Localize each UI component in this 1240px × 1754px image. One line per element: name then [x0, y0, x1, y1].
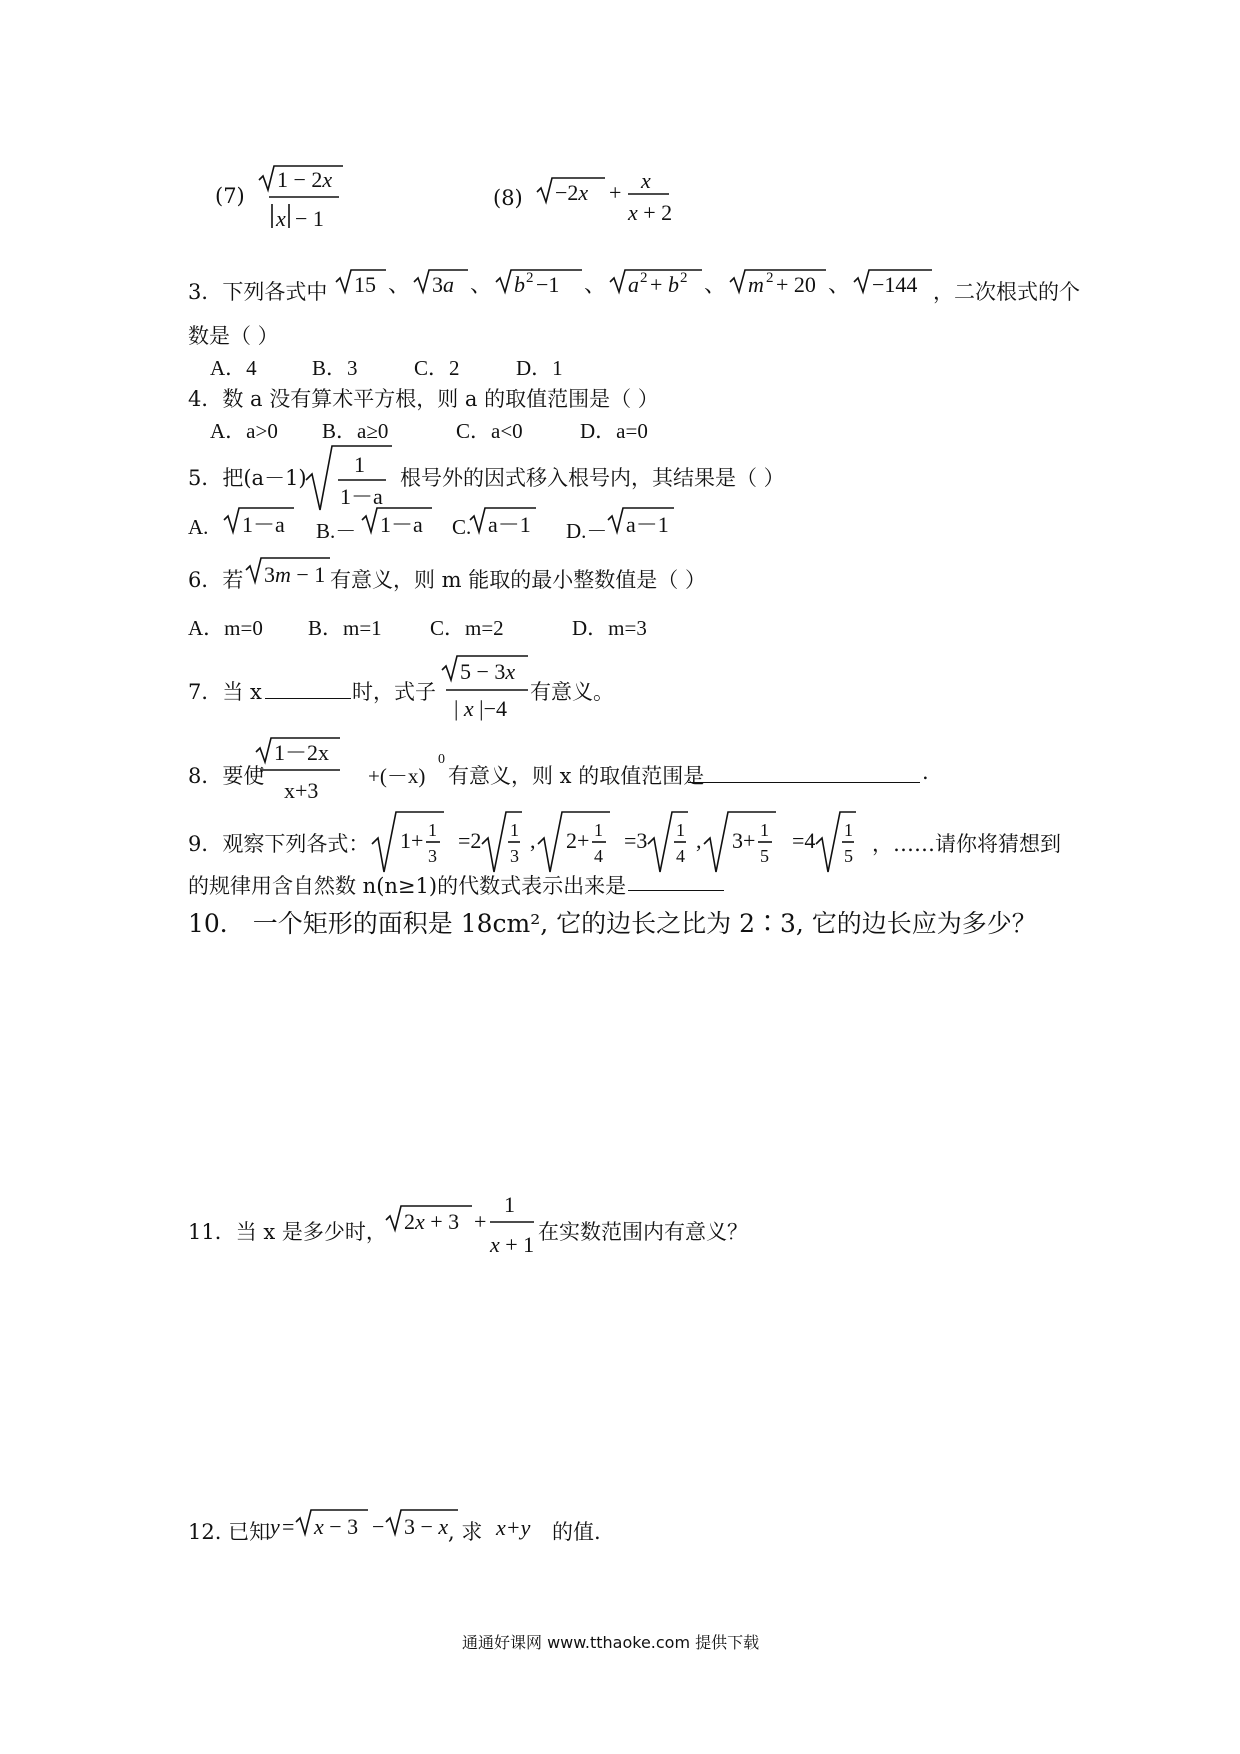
- svg-text:+: +: [474, 1209, 487, 1234]
- q5-option-d-radical: [606, 506, 686, 540]
- svg-text:=3: =3: [624, 828, 648, 853]
- svg-text:a－1: a－1: [488, 512, 531, 537]
- svg-text:−2x: −2x: [555, 180, 589, 205]
- svg-text:、: 、: [470, 272, 493, 297]
- q8-prefix: 8．要使: [188, 764, 265, 788]
- svg-text:3+: 3+: [732, 828, 756, 853]
- q8-exponent: 0: [438, 752, 445, 767]
- svg-text:=: =: [282, 1514, 295, 1539]
- q6-suffix: 有意义，则 m 能取的最小整数值是（ ）: [330, 568, 706, 592]
- svg-text:y: y: [270, 1514, 280, 1539]
- q3-line2: 数是（ ）: [188, 324, 279, 348]
- svg-text:+ 20: + 20: [776, 272, 816, 297]
- svg-text:a－1: a－1: [626, 512, 669, 537]
- svg-text:3m − 1: 3m − 1: [264, 562, 326, 587]
- svg-text:x − 3: x − 3: [314, 1514, 359, 1539]
- svg-text:x + 2: x + 2: [628, 200, 673, 225]
- footer-text: 通通好课网 www.tthaoke.com 提供下载: [462, 1633, 760, 1652]
- svg-text:1－a: 1－a: [380, 512, 423, 537]
- q6-option-a: A．m=0: [188, 616, 263, 640]
- q4-option-d: D．a=0: [580, 419, 648, 443]
- svg-text:+: +: [650, 272, 663, 297]
- svg-text:=2: =2: [458, 828, 482, 853]
- svg-text:2: 2: [680, 270, 688, 286]
- q5-option-c: C.: [452, 515, 472, 539]
- svg-text:1－a: 1－a: [242, 512, 285, 537]
- q12-end: 的值.: [552, 1520, 601, 1544]
- q9-suffix: ，……请你将猜想到: [872, 832, 1061, 856]
- svg-text:1－2x: 1－2x: [274, 740, 330, 765]
- q7-formula: [440, 652, 540, 724]
- q3-suffix: ，二次根式的个: [933, 280, 1080, 304]
- q7-prefix: 7．当 x: [188, 680, 262, 704]
- q7-suffix: 有意义。: [530, 680, 614, 704]
- svg-text:5: 5: [760, 846, 769, 866]
- svg-text:1: 1: [676, 820, 685, 840]
- svg-text:−144: −144: [872, 272, 918, 297]
- q3-prefix: 3．下列各式中: [188, 280, 328, 304]
- q5-option-a: A.: [188, 515, 209, 539]
- svg-text:x+3: x+3: [284, 778, 319, 803]
- svg-text:1: 1: [760, 820, 769, 840]
- q4-option-a: A．a>0: [210, 419, 278, 443]
- svg-text:、: 、: [388, 272, 411, 297]
- q10-text: 10． 一个矩形的面积是 18cm², 它的边长之比为 2∶3, 它的边长应为多少？: [188, 909, 1037, 938]
- svg-text:、: 、: [584, 272, 607, 297]
- q6-option-c: C．m=2: [430, 616, 504, 640]
- q5-option-d: D.－: [566, 519, 608, 543]
- svg-text:,: ,: [530, 828, 536, 853]
- q4-option-b: B．a≥0: [322, 419, 389, 443]
- svg-text:、: 、: [828, 272, 851, 297]
- svg-text:3 − x: 3 − x: [404, 1514, 449, 1539]
- svg-text:5 − 3x: 5 − 3x: [460, 659, 516, 684]
- q5-option-b-radical: [360, 506, 440, 540]
- svg-text:+: +: [609, 180, 622, 205]
- svg-text:1: 1: [504, 1192, 515, 1217]
- svg-text:1: 1: [354, 452, 365, 477]
- q11-prefix: 11．当 x 是多少时，: [188, 1220, 387, 1244]
- q12-suffix: , 求: [448, 1520, 483, 1544]
- q11-suffix: 在实数范围内有意义？: [538, 1220, 748, 1244]
- svg-text:2: 2: [640, 270, 648, 286]
- q5-suffix: 根号外的因式移入根号内，其结果是（ ）: [400, 466, 785, 490]
- q12-formula: [270, 1508, 460, 1542]
- svg-text:1: 1: [510, 820, 519, 840]
- q7-answer-blank[interactable]: [265, 678, 351, 699]
- q7-middle: 时，式子: [352, 680, 436, 704]
- svg-text:2: 2: [526, 270, 534, 286]
- svg-text:2+: 2+: [566, 828, 590, 853]
- svg-text:x: x: [641, 168, 651, 193]
- svg-text:4: 4: [676, 846, 685, 866]
- q9-prefix: 9．观察下列各式：: [188, 832, 370, 856]
- svg-text:x + 1: x + 1: [490, 1232, 535, 1257]
- q5-option-a-radical: [222, 506, 302, 540]
- q8-middle: +(－x): [368, 764, 426, 788]
- svg-text:1: 1: [428, 820, 437, 840]
- svg-text:4: 4: [594, 846, 603, 866]
- q12-xy: x+y: [496, 1515, 531, 1540]
- q12-prefix: 12. 已知: [188, 1520, 271, 1544]
- q3-option-a: A．4: [210, 356, 257, 380]
- svg-text:1 − 2x: 1 − 2x: [277, 167, 333, 192]
- svg-text:1－a: 1－a: [340, 484, 383, 509]
- q3-option-b: B．3: [312, 356, 358, 380]
- svg-text:5: 5: [844, 846, 853, 866]
- q4-option-c: C．a<0: [456, 419, 523, 443]
- svg-text:a: a: [628, 272, 639, 297]
- q2-part-8-formula: [535, 170, 675, 238]
- q8-answer-blank[interactable]: [688, 762, 920, 783]
- svg-text:− 1: − 1: [295, 206, 324, 231]
- q2-part-7-label: (7): [215, 184, 245, 208]
- q6-radical: [244, 556, 334, 590]
- svg-text:−1: −1: [536, 272, 560, 297]
- q5-option-c-radical: [468, 506, 548, 540]
- svg-text:b: b: [668, 272, 679, 297]
- svg-text:1: 1: [844, 820, 853, 840]
- q4-text: 4．数 a 没有算术平方根，则 a 的取值范围是（ ）: [188, 387, 659, 411]
- q2-part-7-formula: [255, 160, 345, 236]
- svg-text:| x |−4: | x |−4: [454, 696, 507, 721]
- svg-text:=4: =4: [792, 828, 816, 853]
- q5-option-b: B.－: [316, 519, 357, 543]
- svg-text:2x + 3: 2x + 3: [404, 1209, 460, 1234]
- q3-option-c: C．2: [414, 356, 460, 380]
- svg-text:1+: 1+: [400, 828, 424, 853]
- svg-text:b: b: [514, 272, 525, 297]
- svg-text:−: −: [372, 1514, 385, 1539]
- q11-formula: [384, 1190, 544, 1266]
- q2-part-8-label: (8): [493, 186, 523, 210]
- q9-line2: 的规律用含自然数 n(n≥1)的代数式表示出来是: [188, 874, 627, 898]
- svg-text:2: 2: [766, 270, 774, 286]
- q8-formula: [254, 736, 350, 808]
- svg-text:15: 15: [354, 272, 376, 297]
- svg-text:3: 3: [510, 846, 519, 866]
- svg-text:、: 、: [704, 272, 727, 297]
- svg-text:,: ,: [696, 828, 702, 853]
- q5-prefix: 5．把(a－1): [188, 466, 307, 490]
- q6-option-d: D．m=3: [572, 616, 647, 640]
- svg-text:3: 3: [428, 846, 437, 866]
- q9-answer-blank[interactable]: [628, 870, 724, 891]
- svg-text:x: x: [276, 206, 286, 231]
- svg-text:m: m: [748, 272, 764, 297]
- q6-prefix: 6．若: [188, 568, 244, 592]
- svg-text:1: 1: [594, 820, 603, 840]
- q6-option-b: B．m=1: [308, 616, 382, 640]
- q8-suffix: 有意义，则 x 的取值范围是: [448, 764, 705, 788]
- q3-option-d: D．1: [516, 356, 563, 380]
- q8-end: .: [922, 760, 929, 784]
- svg-text:3a: 3a: [432, 272, 454, 297]
